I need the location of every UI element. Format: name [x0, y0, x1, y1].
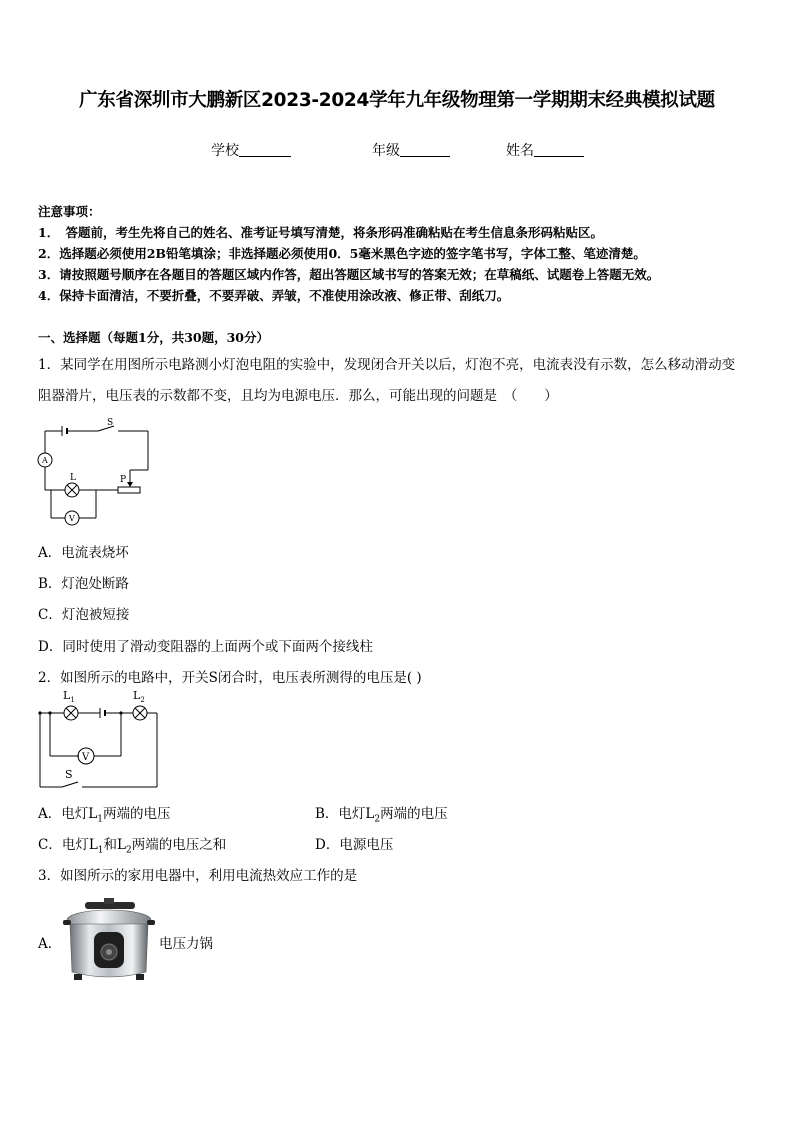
school-field[interactable]	[211, 140, 291, 160]
q2-switch-label: S	[65, 768, 73, 781]
school-label: 学校	[211, 143, 239, 159]
q1-lamp-label: L	[70, 473, 76, 483]
notice-heading: 注意事项：	[38, 204, 101, 219]
q1-switch-label: S	[107, 418, 114, 428]
pressure-cooker-image	[60, 898, 158, 984]
notice-item: 1． 答题前，考生先将自己的姓名、准考证号填写清楚，将条形码准确粘贴在考生信息条形码粘贴区。	[38, 225, 603, 240]
q1-option-d[interactable]: D．同时使用了滑动变阻器的上面两个或下面两个接线柱	[38, 639, 373, 655]
q2-l2-subscript: 2	[140, 696, 145, 704]
q2-l1-subscript: 1	[70, 696, 75, 704]
grade-field[interactable]	[372, 140, 450, 160]
q2-voltmeter-label: V	[82, 752, 90, 763]
notice-item: 2．选择题必须使用2B铅笔填涂；非选择题必须使用0．5毫米黑色字迹的签字笔书写，字体工整、笔迹清楚。	[38, 246, 646, 261]
q1-circuit-diagram	[34, 414, 159, 529]
q3-stem: 3．如图所示的家用电器中，利用电流热效应工作的是	[38, 868, 358, 884]
notice-item: 3．请按照题号顺序在各题目的答题区域内作答，超出答题区域书写的答案无效；在草稿纸、试题卷上答题无效。	[38, 267, 660, 282]
grade-label: 年级	[372, 143, 400, 159]
q3-option-a-text[interactable]: 电压力锅	[159, 936, 213, 952]
q2-l1-label: L	[63, 689, 71, 702]
q1-stem-line1: 1．某同学在用图所示电路测小灯泡电阻的实验中，发现闭合开关以后，灯泡不亮，电流表没有示数，怎么移动滑动变	[38, 357, 736, 373]
q1-option-c[interactable]: C．灯泡被短接	[38, 607, 130, 623]
q2-stem: 2．如图所示的电路中，开关S闭合时，电压表所测得的电压是( )	[38, 670, 422, 686]
q2-option-c[interactable]: C．电灯$L_1$和$L_2$两端的电压之和	[38, 837, 227, 856]
section-heading: 一、选择题（每题1分，共30题，30分）	[38, 330, 269, 345]
svg-text:L1	[63, 689, 75, 704]
name-label: 姓名	[506, 143, 534, 159]
q2-circuit-diagram	[34, 686, 164, 792]
q2-l2-label: L	[133, 689, 141, 702]
q1-option-a[interactable]: A．电流表烧坏	[38, 545, 129, 561]
q3-option-a-letter[interactable]: A．	[38, 936, 62, 952]
q1-ammeter-label: A	[42, 456, 48, 465]
name-field[interactable]	[506, 140, 584, 160]
notice-item: 4．保持卡面清洁，不要折叠，不要弄破、弄皱，不准使用涂改液、修正带、刮纸刀。	[38, 288, 510, 303]
q1-option-b[interactable]: B．灯泡处断路	[38, 576, 129, 592]
q1-stem-line2: 阻器滑片，电压表的示数都不变，且均为电源电压．那么，可能出现的问题是 （ ）	[38, 388, 558, 404]
q2-option-a[interactable]: A．电灯$L_1$两端的电压	[38, 806, 171, 825]
q1-slider-label: P	[120, 475, 127, 485]
exam-title: 广东省深圳市大鹏新区2023-2024学年九年级物理第一学期期末经典模拟试题	[79, 90, 715, 111]
q2-option-b[interactable]: B．电灯$L_2$两端的电压	[315, 806, 448, 825]
q2-option-d[interactable]: D．电源电压	[315, 837, 394, 853]
svg-text:L2	[133, 689, 145, 704]
q1-voltmeter-label: V	[69, 514, 75, 523]
